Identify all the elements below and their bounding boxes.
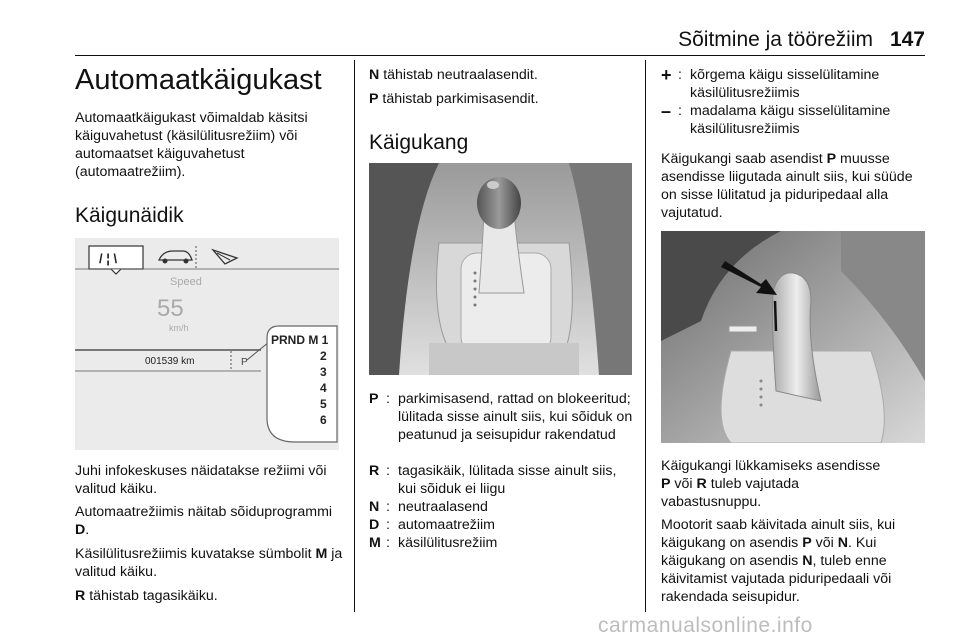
definition-key: P — [369, 391, 379, 407]
paragraph-reverse: R tähistab tagasikäiku. — [75, 588, 218, 604]
release-button-figure — [661, 231, 925, 443]
definition-text: kõrgema käigu sisselülitamine käsilülitusrežiimis — [690, 67, 880, 101]
definition-separator: : — [386, 499, 390, 515]
subsection-title-gear-indicator: Käigunäidik — [75, 204, 184, 227]
header-title: Sõitmine ja töörežiim — [678, 28, 873, 51]
gear-number: 5 — [320, 397, 327, 411]
definition-separator: : — [386, 517, 390, 533]
definition-separator: : — [678, 103, 682, 119]
paragraph-park: P tähistab parkimisasendit. — [369, 91, 539, 107]
definition-key: R — [369, 463, 380, 479]
definition-text: neutraalasend — [398, 499, 488, 515]
intro-paragraph: Automaatkäigukast võimaldab käsitsi käiguvahetust (käsilülitusrežiim) või automaatset käiguvahetust (automaatrežiim). — [75, 110, 308, 180]
speed-label: Speed — [170, 276, 202, 288]
paragraph-shift-from-park: Käigukangi saab asendist P muusse asendisse liigutada ainult siis, kui süüde on sisse lülitatud ja piduripedaal alla vajutatud. — [661, 151, 913, 221]
gear-number: 3 — [320, 365, 327, 379]
selector-lever-illustration — [369, 163, 632, 375]
page-number: 147 — [889, 28, 925, 51]
column-divider-left — [354, 60, 355, 612]
selector-lever-figure — [369, 163, 632, 375]
definition-key: N — [369, 499, 380, 515]
manual-shift-list — [661, 66, 926, 142]
definition-key: + — [661, 65, 672, 85]
column-divider-right — [645, 60, 646, 612]
paragraph-indicator-info: Juhi infokeskuses näidatakse režiimi või valitud käiku. — [75, 463, 327, 497]
definition-key: M — [369, 535, 381, 551]
definition-separator: : — [386, 463, 390, 479]
definition-text: automaatrežiim — [398, 517, 495, 533]
speed-unit: km/h — [169, 323, 189, 333]
paragraph-engine-start: Mootorit saab käivitada ainult siis, kui käigukang on asendis P või N. Kui käigukang on asendis N, tuleb enne käivitamist vajutada piduripedaali või rakendada seisupidur. — [661, 517, 896, 605]
paragraph-auto-mode: Automaatrežiimis näitab sõiduprogrammi D. — [75, 504, 333, 538]
header-rule — [75, 55, 925, 56]
gear-number: 4 — [320, 381, 327, 395]
watermark: carmanualsonline.info — [598, 614, 813, 637]
prnd-label: PRND M 1 — [271, 333, 329, 347]
gear-number: 6 — [320, 413, 327, 427]
lever-positions-list — [369, 390, 634, 550]
definition-key: D — [369, 517, 380, 533]
definition-separator: : — [386, 535, 390, 551]
definition-text: parkimisasend, rattad on blokeeritud; lülitada sisse ainult siis, kui sõiduk on peatunud ja seisupidur rakendatud — [398, 391, 633, 443]
page-header — [75, 28, 925, 56]
speed-value: 55 — [157, 295, 184, 322]
definition-separator: : — [386, 391, 390, 407]
definition-text: tagasikäik, lülitada sisse ainult siis, kui sõiduk ei liigu — [398, 463, 617, 497]
paragraph-release-button-1: Käigukangi lükkamiseks asendisse — [661, 458, 881, 474]
paragraph-neutral: N tähistab neutraalasendit. — [369, 67, 538, 83]
paragraph-release-button-2: P või R tuleb vajutada — [661, 476, 800, 492]
subsection-title-selector-lever: Käigukang — [369, 131, 469, 154]
section-title: Automaatkäigukast — [75, 64, 322, 96]
gear-small: P — [241, 357, 248, 368]
gear-list — [320, 349, 327, 427]
definition-text: käsilülitusrežiim — [398, 535, 498, 551]
gear-indicator-illustration — [75, 238, 339, 450]
definition-separator: : — [678, 67, 682, 83]
release-button-illustration — [661, 231, 925, 443]
paragraph-manual-mode: Käsilülitusrežiimis kuvatakse sümbolit M ja valitud käiku. — [75, 546, 343, 580]
svg-text:/ ¦ \: / ¦ \ — [99, 251, 118, 266]
gear-indicator-figure — [75, 238, 339, 450]
definition-text: madalama käigu sisselülitamine käsilülitusrežiimis — [690, 103, 891, 137]
definition-key: – — [661, 101, 672, 121]
gear-number: 2 — [320, 349, 327, 363]
paragraph-release-button-3: vabastusnuppu. — [661, 494, 762, 510]
odometer: 001539 km — [145, 356, 195, 367]
